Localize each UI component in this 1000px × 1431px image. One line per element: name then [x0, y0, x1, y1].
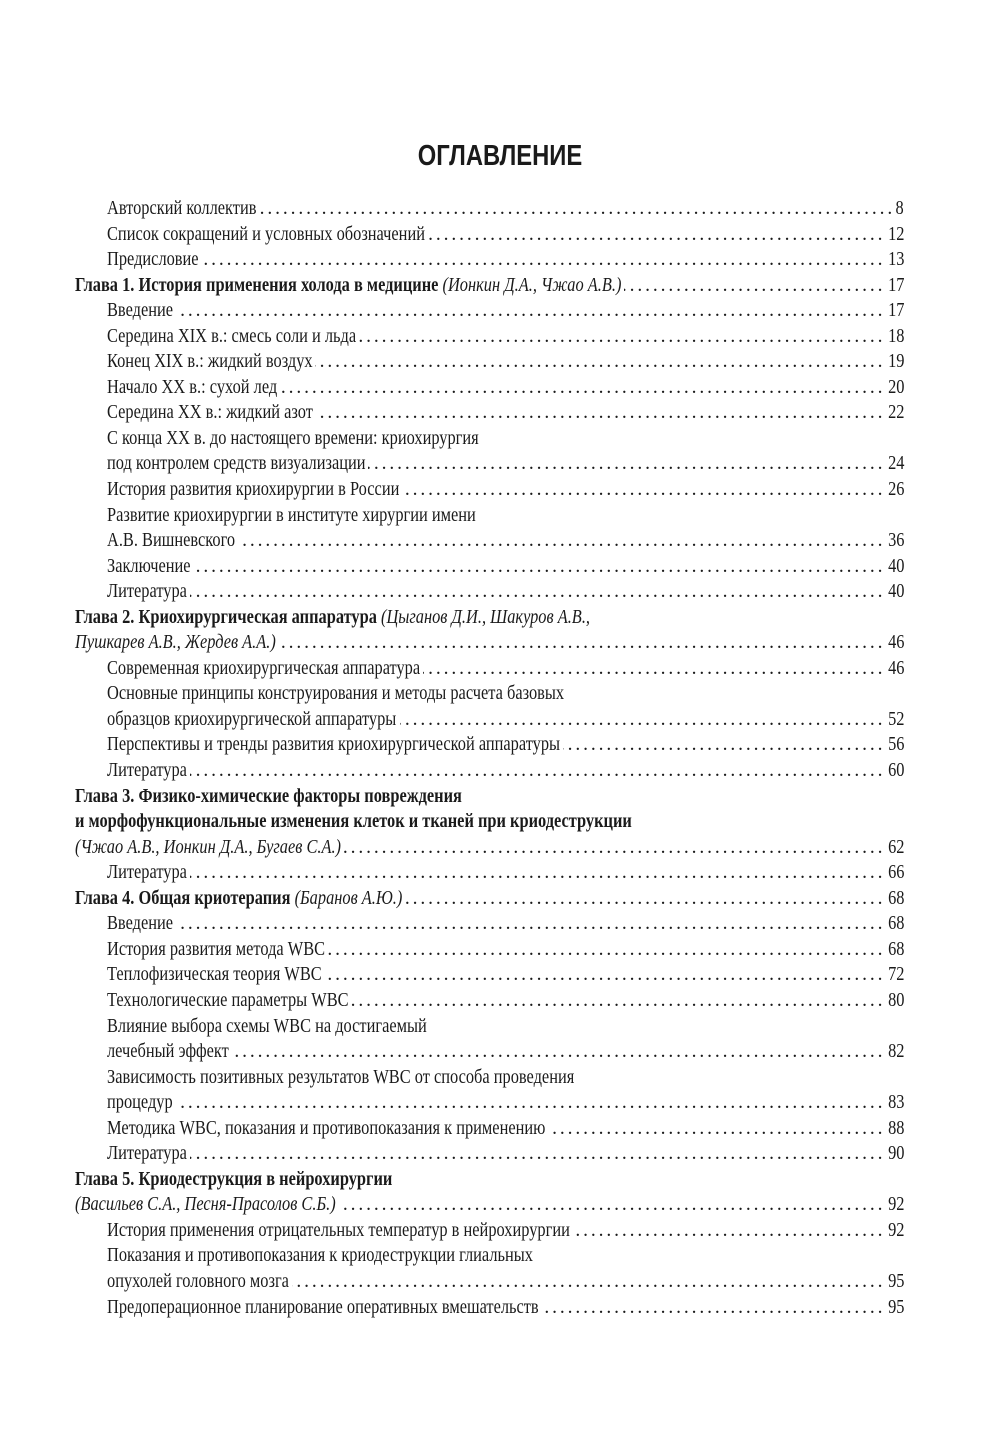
toc-entry[interactable]: [75, 988, 904, 1014]
page-number: 12: [887, 223, 904, 245]
toc-entry[interactable]: [75, 400, 904, 426]
toc-entry[interactable]: [75, 758, 904, 784]
page-number: 40: [887, 581, 904, 603]
toc-entry-title: процедур: [107, 1092, 173, 1114]
page-number: 80: [887, 989, 904, 1011]
chapter-authors: (Ионкин Д.А., Чжао А.В.): [442, 274, 622, 296]
toc-entry-title: [75, 784, 462, 810]
chapter-title: Глава 4. Общая криотерапия: [75, 887, 291, 909]
toc-chapter-line[interactable]: [75, 784, 904, 810]
page-number: 19: [887, 351, 904, 373]
dot-leader: [548, 1116, 881, 1142]
page-number: 68: [887, 938, 904, 960]
page-number: 90: [887, 1143, 904, 1165]
page-number: 17: [887, 274, 904, 296]
dot-leader: [190, 860, 881, 886]
toc-entry-title: Перспективы и тренды развития криохирургической аппаратуры: [107, 734, 561, 756]
toc-entry[interactable]: [75, 222, 904, 248]
dot-leader: [315, 349, 881, 375]
page-number: 83: [887, 1092, 904, 1114]
toc-entry-title: А.В. Вишневского: [107, 530, 236, 552]
page-number: 95: [887, 1296, 904, 1318]
dot-leader: [279, 630, 882, 656]
toc-entry-title: [75, 886, 402, 912]
toc-entry-title: Литература: [107, 862, 187, 884]
toc-entry-title: Середина XIX в.: смесь соли и льда: [107, 325, 357, 347]
toc-entry[interactable]: [75, 707, 904, 733]
toc-entry-title: Авторский коллектив: [107, 198, 257, 219]
toc-entry-title: [75, 273, 621, 299]
toc-entry-title: Литература: [107, 581, 187, 603]
chapter-authors: (Чжао А.В., Ионкин Д.А., Бугаев С.А.): [75, 836, 342, 858]
toc-entry-title: [75, 1192, 336, 1218]
toc-entry-title: опухолей головного мозга: [107, 1270, 289, 1292]
page-number: 92: [887, 1194, 904, 1216]
page-number: 20: [887, 376, 904, 398]
chapter-title: Глава 5. Криодеструкция в нейрохирургии: [75, 1168, 393, 1190]
toc-entry[interactable]: [75, 1014, 904, 1040]
toc-entry[interactable]: [75, 375, 904, 401]
chapter-title: Глава 3. Физико-химические факторы повреждения: [75, 785, 462, 807]
page-number: 13: [887, 249, 904, 271]
toc-entry[interactable]: [75, 196, 904, 222]
toc-entry-title: Введение: [107, 913, 174, 935]
page-number: 62: [887, 836, 904, 858]
page-title: ОГЛАВЛЕНИЕ: [417, 140, 583, 172]
dot-leader: [400, 707, 882, 733]
toc-entry[interactable]: [75, 1269, 904, 1295]
page-number: 52: [887, 708, 904, 730]
toc-entry[interactable]: [75, 298, 904, 324]
dot-leader: [176, 911, 882, 937]
page-number: 66: [887, 862, 904, 884]
dot-leader: [324, 962, 881, 988]
toc-entry-title: [75, 630, 276, 656]
dot-leader: [190, 758, 881, 784]
toc-entry-title: Список сокращений и условных обозначений: [107, 223, 425, 245]
toc-entry[interactable]: [75, 1295, 904, 1321]
toc-entry[interactable]: [75, 1243, 904, 1269]
dot-leader: [280, 375, 882, 401]
dot-leader: [202, 247, 882, 273]
page-number: 24: [887, 453, 904, 475]
toc-entry-title: [75, 835, 341, 861]
dot-leader: [344, 835, 882, 861]
toc-entry-title: Середина XX в.: жидкий азот: [107, 402, 313, 424]
page-number: 68: [887, 887, 904, 909]
toc-entry[interactable]: [75, 528, 904, 554]
toc-entry[interactable]: [75, 732, 904, 758]
toc-entry-title: образцов криохирургической аппаратуры: [107, 708, 397, 730]
chapter-title: Глава 2. Криохирургическая аппаратура: [75, 606, 377, 628]
toc-entry-title: Зависимость позитивных результатов WBC от способа проведения: [107, 1066, 575, 1088]
toc-entry[interactable]: [75, 860, 904, 886]
toc-entry[interactable]: [75, 1218, 904, 1244]
page-number: 40: [887, 555, 904, 577]
dot-leader: [316, 400, 882, 426]
chapter-authors: (Цыганов Д.И., Шакуров А.В.,: [381, 606, 591, 628]
toc-entry-title: лечебный эффект: [107, 1041, 229, 1063]
table-of-contents: [75, 196, 904, 1320]
toc-entry-title: Введение: [107, 300, 174, 322]
page-number: 17: [887, 300, 904, 322]
dot-leader: [259, 196, 891, 222]
dot-leader: [368, 451, 881, 477]
chapter-authors: (Васильев С.А., Песня-Прасолов С.Б.): [75, 1194, 336, 1216]
toc-entry-title: Литература: [107, 760, 187, 782]
dot-leader: [428, 222, 882, 248]
toc-entry-title: Теплофизическая теория WBC: [107, 964, 322, 986]
dot-leader: [563, 732, 881, 758]
dot-leader: [190, 579, 881, 605]
toc-entry-title: Предоперационное планирование оперативных вмешательств: [107, 1296, 539, 1318]
toc-entry-title: Начало XX в.: сухой лед: [107, 376, 278, 398]
toc-chapter-line[interactable]: [75, 273, 904, 299]
toc-entry-title: История применения отрицательных температур в нейрохирургии: [107, 1219, 570, 1241]
page-number: 82: [887, 1041, 904, 1063]
dot-leader: [194, 554, 882, 580]
toc-entry[interactable]: [75, 451, 904, 477]
page-number: 46: [887, 632, 904, 654]
toc-entry[interactable]: [75, 962, 904, 988]
toc-chapter-line[interactable]: [75, 1167, 904, 1193]
toc-entry-title: Предисловие: [107, 249, 199, 271]
dot-leader: [351, 988, 881, 1014]
toc-entry[interactable]: [75, 324, 904, 350]
dot-leader: [405, 886, 881, 912]
toc-entry-title: Основные принципы конструирования и методы расчета базовых: [107, 683, 565, 705]
toc-entry-title: История развития метода WBC: [107, 938, 326, 960]
page-number: 72: [887, 964, 904, 986]
toc-chapter-line[interactable]: [75, 1192, 904, 1218]
toc-chapter-line[interactable]: [75, 835, 904, 861]
dot-leader: [359, 324, 882, 350]
toc-entry-title: История развития криохирургии в России: [107, 479, 400, 501]
dot-leader: [190, 1141, 881, 1167]
dot-leader: [624, 273, 882, 299]
toc-entry[interactable]: [75, 1141, 904, 1167]
toc-entry[interactable]: [75, 477, 904, 503]
toc-entry[interactable]: [75, 579, 904, 605]
toc-entry[interactable]: [75, 349, 904, 375]
page-number: 36: [887, 530, 904, 552]
toc-chapter-line[interactable]: [75, 886, 904, 912]
toc-entry[interactable]: [75, 1116, 904, 1142]
toc-entry[interactable]: [75, 937, 904, 963]
dot-leader: [292, 1269, 882, 1295]
page-number: 8: [895, 198, 904, 219]
page-number: 22: [887, 402, 904, 424]
dot-leader: [423, 656, 882, 682]
dot-leader: [232, 1039, 882, 1065]
dot-leader: [402, 477, 881, 503]
toc-entry-title: [75, 1167, 392, 1193]
toc-entry[interactable]: [75, 681, 904, 707]
chapter-title: и морфофункциональные изменения клеток и тканей при криодеструкции: [75, 811, 632, 833]
chapter-title: Глава 1. История применения холода в медицине: [75, 274, 439, 296]
page-number: 68: [887, 913, 904, 935]
dot-leader: [238, 528, 882, 554]
page-number: 18: [887, 325, 904, 347]
dot-leader: [573, 1218, 882, 1244]
page-number: 88: [887, 1117, 904, 1139]
toc-entry[interactable]: [75, 247, 904, 273]
toc-entry-title: Технологические параметры WBC: [107, 989, 349, 1011]
toc-entry-title: под контролем средств визуализации: [107, 453, 366, 475]
page-number: 60: [887, 760, 904, 782]
toc-chapter-line[interactable]: [75, 605, 904, 631]
toc-entry[interactable]: [75, 503, 904, 529]
toc-entry-title: Литература: [107, 1143, 187, 1165]
toc-entry-title: Конец XIX в.: жидкий воздух: [107, 351, 313, 373]
toc-entry-title: Влияние выбора схемы WBC на достигаемый: [107, 1015, 427, 1037]
dot-leader: [542, 1295, 882, 1321]
toc-entry-title: С конца XX в. до настоящего времени: криохирургия: [107, 427, 479, 449]
toc-entry[interactable]: [75, 1090, 904, 1116]
toc-entry[interactable]: [75, 426, 904, 452]
chapter-authors: Пушкарев А.В., Жердев А.А.): [75, 632, 276, 654]
page-number: 26: [887, 479, 904, 501]
toc-entry[interactable]: [75, 911, 904, 937]
toc-entry[interactable]: [75, 1065, 904, 1091]
dot-leader: [176, 298, 882, 324]
toc-entry-title: Методика WBC, показания и противопоказания к применению: [107, 1117, 546, 1139]
dot-leader: [328, 937, 882, 963]
toc-entry-title: Показания и противопоказания к криодеструкции глиальных: [107, 1245, 533, 1267]
toc-entry[interactable]: [75, 656, 904, 682]
toc-entry[interactable]: [75, 1039, 904, 1065]
toc-entry-title: [75, 605, 590, 631]
page-number: 92: [887, 1219, 904, 1241]
toc-entry[interactable]: [75, 554, 904, 580]
toc-entry-title: Современная криохирургическая аппаратура: [107, 657, 421, 679]
toc-entry-title: Заключение: [107, 555, 191, 577]
chapter-authors: (Баранов А.Ю.): [294, 887, 403, 909]
page-number: 95: [887, 1270, 904, 1292]
toc-chapter-line[interactable]: [75, 809, 904, 835]
toc-entry-title: [75, 809, 632, 835]
toc-entry-title: Развитие криохирургии в институте хирургии имени: [107, 504, 476, 526]
page-number: 46: [887, 657, 904, 679]
toc-chapter-line[interactable]: [75, 630, 904, 656]
dot-leader: [339, 1192, 881, 1218]
page-number: 56: [887, 734, 904, 756]
dot-leader: [176, 1090, 882, 1116]
